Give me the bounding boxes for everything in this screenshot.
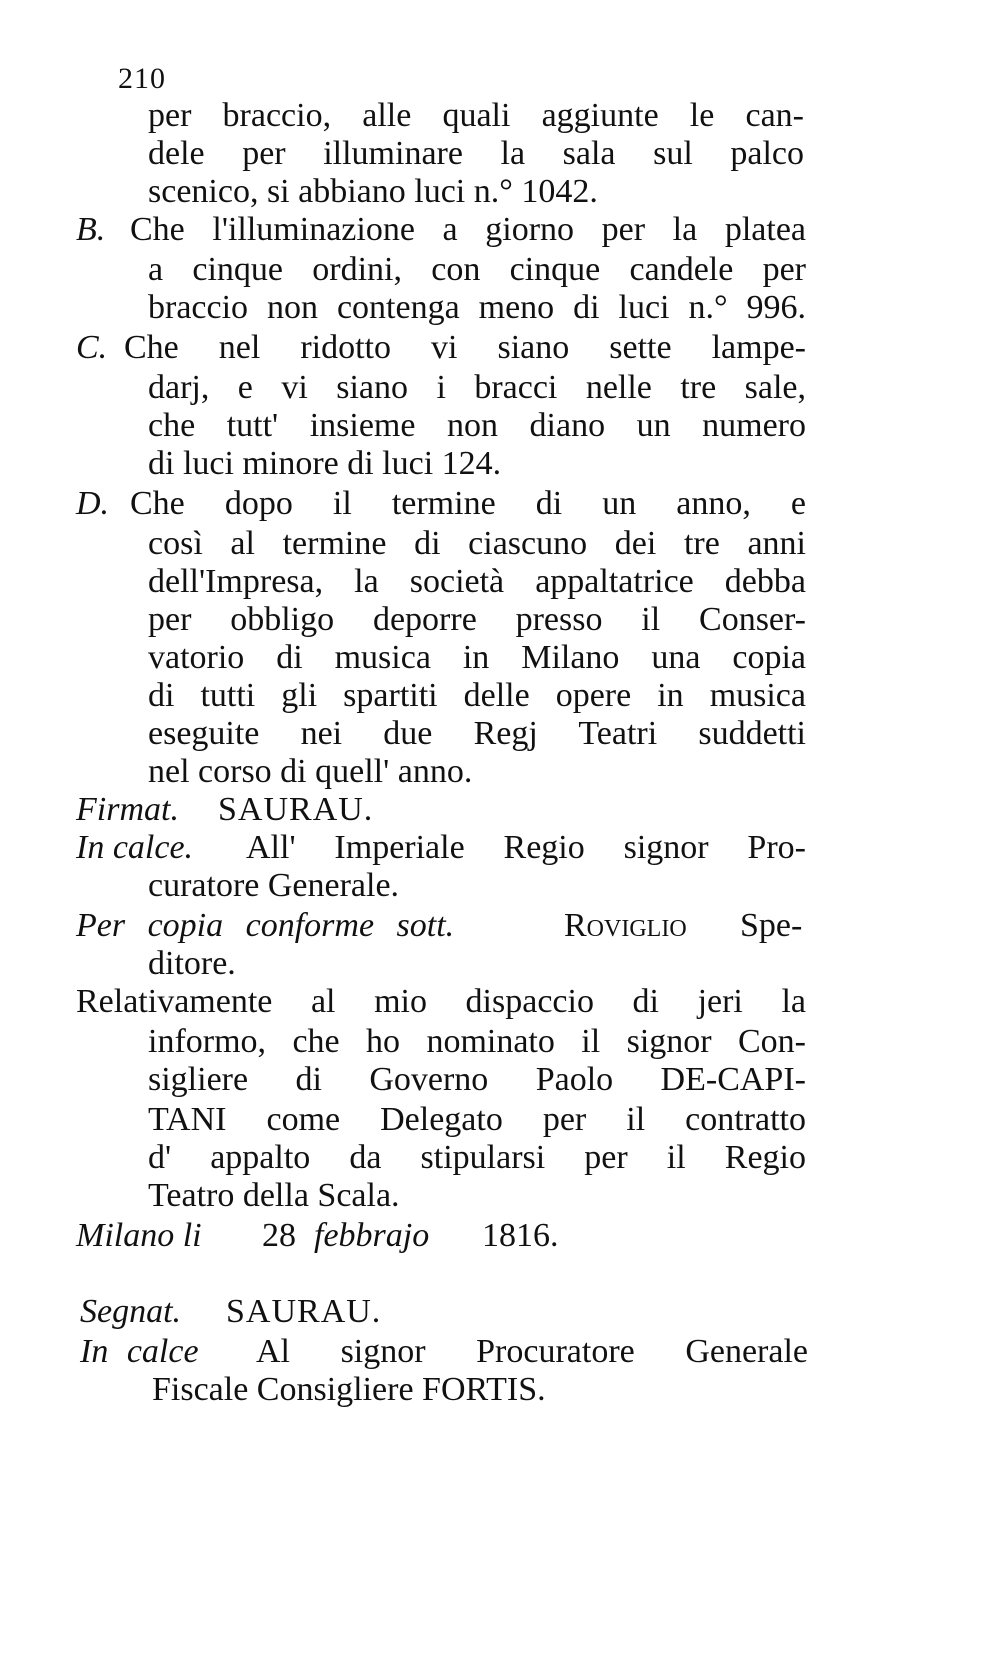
text-line: informo, che ho nominato il signor Con- — [148, 1023, 806, 1060]
text-line: Che l'illuminazione a giorno per la platea — [130, 211, 806, 248]
text-line: sigliere di Governo Paolo DE-CAPI- — [148, 1061, 806, 1098]
in-calce-label: In calce. — [76, 829, 194, 866]
date-day: 28 — [262, 1217, 296, 1254]
text-line: a cinque ordini, con cinque candele per — [148, 251, 806, 288]
text-line: dele per illuminare la sala sul palco — [148, 135, 804, 172]
item-letter: B. — [76, 211, 106, 248]
text-line: di tutti gli spartiti delle opere in musica — [148, 677, 806, 714]
text-line: All' Imperiale Regio signor Pro- — [246, 829, 806, 866]
date-year: 1816. — [482, 1217, 559, 1254]
segnat-name: SAURAU. — [226, 1293, 382, 1330]
text-line: d' appalto da stipularsi per il Regio — [148, 1139, 806, 1176]
text-line: Relativamente al mio dispaccio di jeri la — [76, 983, 806, 1020]
date-prefix: Milano li — [76, 1217, 202, 1254]
text-line: Al signor Procuratore Generale — [256, 1333, 808, 1370]
text-line: Spe- — [740, 907, 803, 944]
text-line: che tutt' insieme non diano un numero — [148, 407, 806, 444]
text-line: per braccio, alle quali aggiunte le can- — [148, 97, 804, 134]
per-copia-label: Per copia conforme sott. — [76, 907, 455, 944]
text-line: così al termine di ciascuno dei tre anni — [148, 525, 806, 562]
text-line: Che nel ridotto vi siano sette lampe- — [124, 329, 806, 366]
text-line: vatorio di musica in Milano una copia — [148, 639, 806, 676]
page-number: 210 — [118, 62, 166, 95]
text-line: di luci minore di luci 124. — [148, 445, 502, 482]
per-copia-name: Roviglio — [564, 907, 687, 944]
text-line: darj, e vi siano i bracci nelle tre sale, — [148, 369, 806, 406]
in-calce-label: In calce — [80, 1333, 199, 1370]
item-letter: C. — [76, 329, 108, 366]
text-line: scenico, si abbiano luci n.° 1042. — [148, 173, 598, 210]
text-line: Fiscale Consigliere FORTIS. — [152, 1371, 546, 1408]
text-line: curatore Generale. — [148, 867, 400, 904]
text-line: dell'Impresa, la società appaltatrice debba — [148, 563, 806, 600]
segnat-label: Segnat. — [80, 1293, 182, 1330]
text-line: braccio non contenga meno di luci n.° 996. — [148, 289, 806, 326]
text-line: Teatro della Scala. — [148, 1177, 400, 1214]
item-letter: D. — [76, 485, 110, 522]
firmat-name: SAURAU. — [218, 791, 374, 828]
text-line: Che dopo il termine di un anno, e — [130, 485, 806, 522]
text-line: per obbligo deporre presso il Conser- — [148, 601, 806, 638]
text-line: nel corso di quell' anno. — [148, 753, 473, 790]
text-line: eseguite nei due Regj Teatri suddetti — [148, 715, 806, 752]
date-month: febbrajo — [314, 1217, 430, 1254]
text-line: TANI come Delegato per il contratto — [148, 1101, 806, 1138]
text-line: ditore. — [148, 945, 236, 982]
firmat-label: Firmat. — [76, 791, 179, 828]
